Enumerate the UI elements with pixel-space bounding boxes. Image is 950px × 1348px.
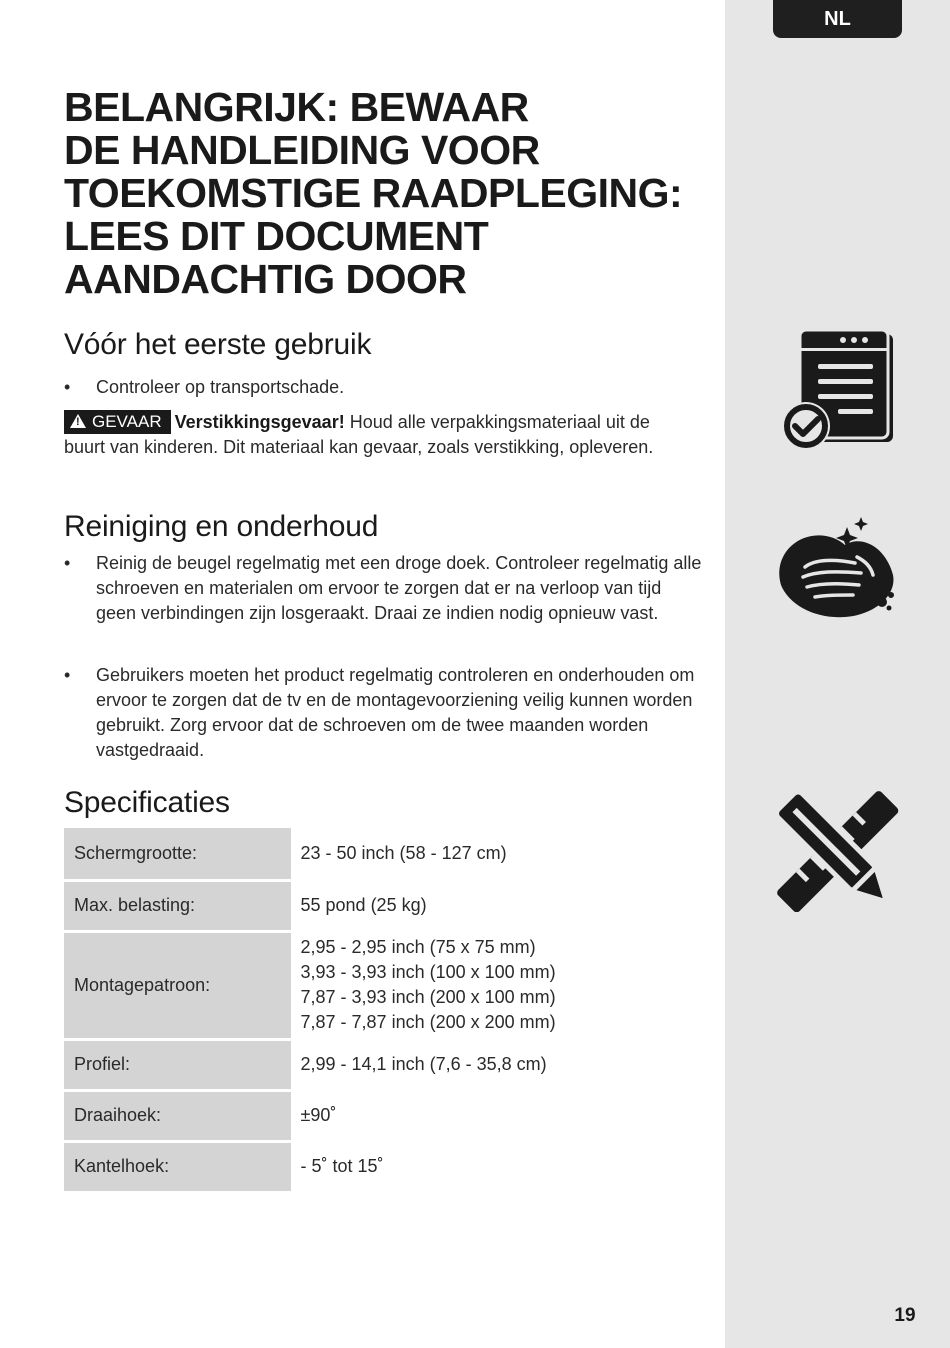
bullet-text: Controleer op transportschade.: [96, 377, 345, 397]
spec-label: Draaihoek:: [64, 1090, 292, 1141]
bullet-dot: •: [64, 377, 71, 397]
warning-text: Houd alle verpakkingsmateriaal uit de buurt van kinderen. Dit materiaal kan gevaar, zoals verstikking, opleveren.: [64, 412, 654, 457]
table-row: [64, 931, 584, 1039]
bullet-text: Gebruikers moeten het product regelmatig controleren en onderhouden om ervoor te zorgen dat de tv en de montagevoorziening veilig kunnen worden gebruikt. Zorg ervoor dat de schroeven om de twee maanden worden vastgedraaid.: [96, 665, 695, 760]
title-line: TOEKOMSTIGE RAADPLEGING:: [64, 170, 683, 216]
spec-value: [292, 1090, 584, 1141]
danger-badge: [64, 410, 171, 434]
spec-label: Kantelhoek:: [64, 1141, 292, 1192]
table-row: [64, 1141, 584, 1192]
spec-table: [64, 828, 584, 1194]
spec-value: [292, 828, 584, 880]
spec-value: [292, 1039, 584, 1090]
list-item: [64, 663, 704, 763]
danger-warning: [64, 410, 684, 460]
warning-title: Verstikkingsgevaar!: [174, 412, 345, 432]
spec-value: [292, 880, 584, 931]
table-row: [64, 1039, 584, 1090]
title-line: LEES DIT DOCUMENT: [64, 213, 489, 259]
danger-badge-label: GEVAAR: [92, 412, 162, 431]
spec-value-line: 2,99 - 14,1 inch (7,6 - 35,8 cm): [300, 1054, 547, 1074]
spec-label: Profiel:: [64, 1039, 292, 1090]
spec-label: Montagepatroon:: [64, 931, 292, 1039]
spec-value-line: - 5˚ tot 15˚: [300, 1156, 384, 1176]
heading-specifications: Specificaties: [64, 786, 230, 819]
pencil-ruler-icon: [775, 790, 900, 912]
warning-triangle-icon: [70, 414, 86, 428]
page-title: [64, 86, 724, 301]
manual-checklist-icon: [778, 330, 898, 452]
spec-value-line: 3,93 - 3,93 inch (100 x 100 mm): [300, 962, 556, 982]
cleaning-hand-icon: [775, 515, 900, 625]
table-row: [64, 1090, 584, 1141]
title-line: BELANGRIJK: BEWAAR: [64, 84, 529, 130]
heading-cleaning: Reiniging en onderhoud: [64, 510, 379, 543]
title-line: DE HANDLEIDING VOOR: [64, 127, 540, 173]
spec-label: Schermgrootte:: [64, 828, 292, 880]
table-row: [64, 880, 584, 931]
page-number: 19: [894, 1305, 916, 1326]
language-tab: NL: [773, 0, 902, 38]
spec-value: [292, 931, 584, 1039]
spec-value: [292, 1141, 584, 1192]
bullet-dot: •: [64, 665, 71, 685]
bullet-dot: •: [64, 553, 71, 573]
bullet-text: Reinig de beugel regelmatig met een droge doek. Controleer regelmatig alle schroeven en materialen om ervoor te zorgen dat er na verloop van tijd geen verbindingen zijn losgeraakt. Draai ze indien nodig opnieuw vast.: [96, 553, 702, 623]
sidebar-panel: [725, 0, 950, 1348]
heading-first-use: Vóór het eerste gebruik: [64, 328, 372, 361]
spec-value-line: 7,87 - 7,87 inch (200 x 200 mm): [300, 1012, 556, 1032]
spec-label: Max. belasting:: [64, 880, 292, 931]
title-line: AANDACHTIG DOOR: [64, 256, 467, 302]
table-row: [64, 828, 584, 880]
spec-value-line: 2,95 - 2,95 inch (75 x 75 mm): [300, 937, 536, 957]
list-item: [64, 375, 704, 400]
spec-value-line: ±90˚: [300, 1105, 337, 1125]
list-item: [64, 551, 704, 626]
spec-value-line: 23 - 50 inch (58 - 127 cm): [300, 842, 507, 863]
spec-value-line: 55 pond (25 kg): [300, 895, 427, 915]
spec-value-line: 7,87 - 3,93 inch (200 x 100 mm): [300, 987, 556, 1007]
